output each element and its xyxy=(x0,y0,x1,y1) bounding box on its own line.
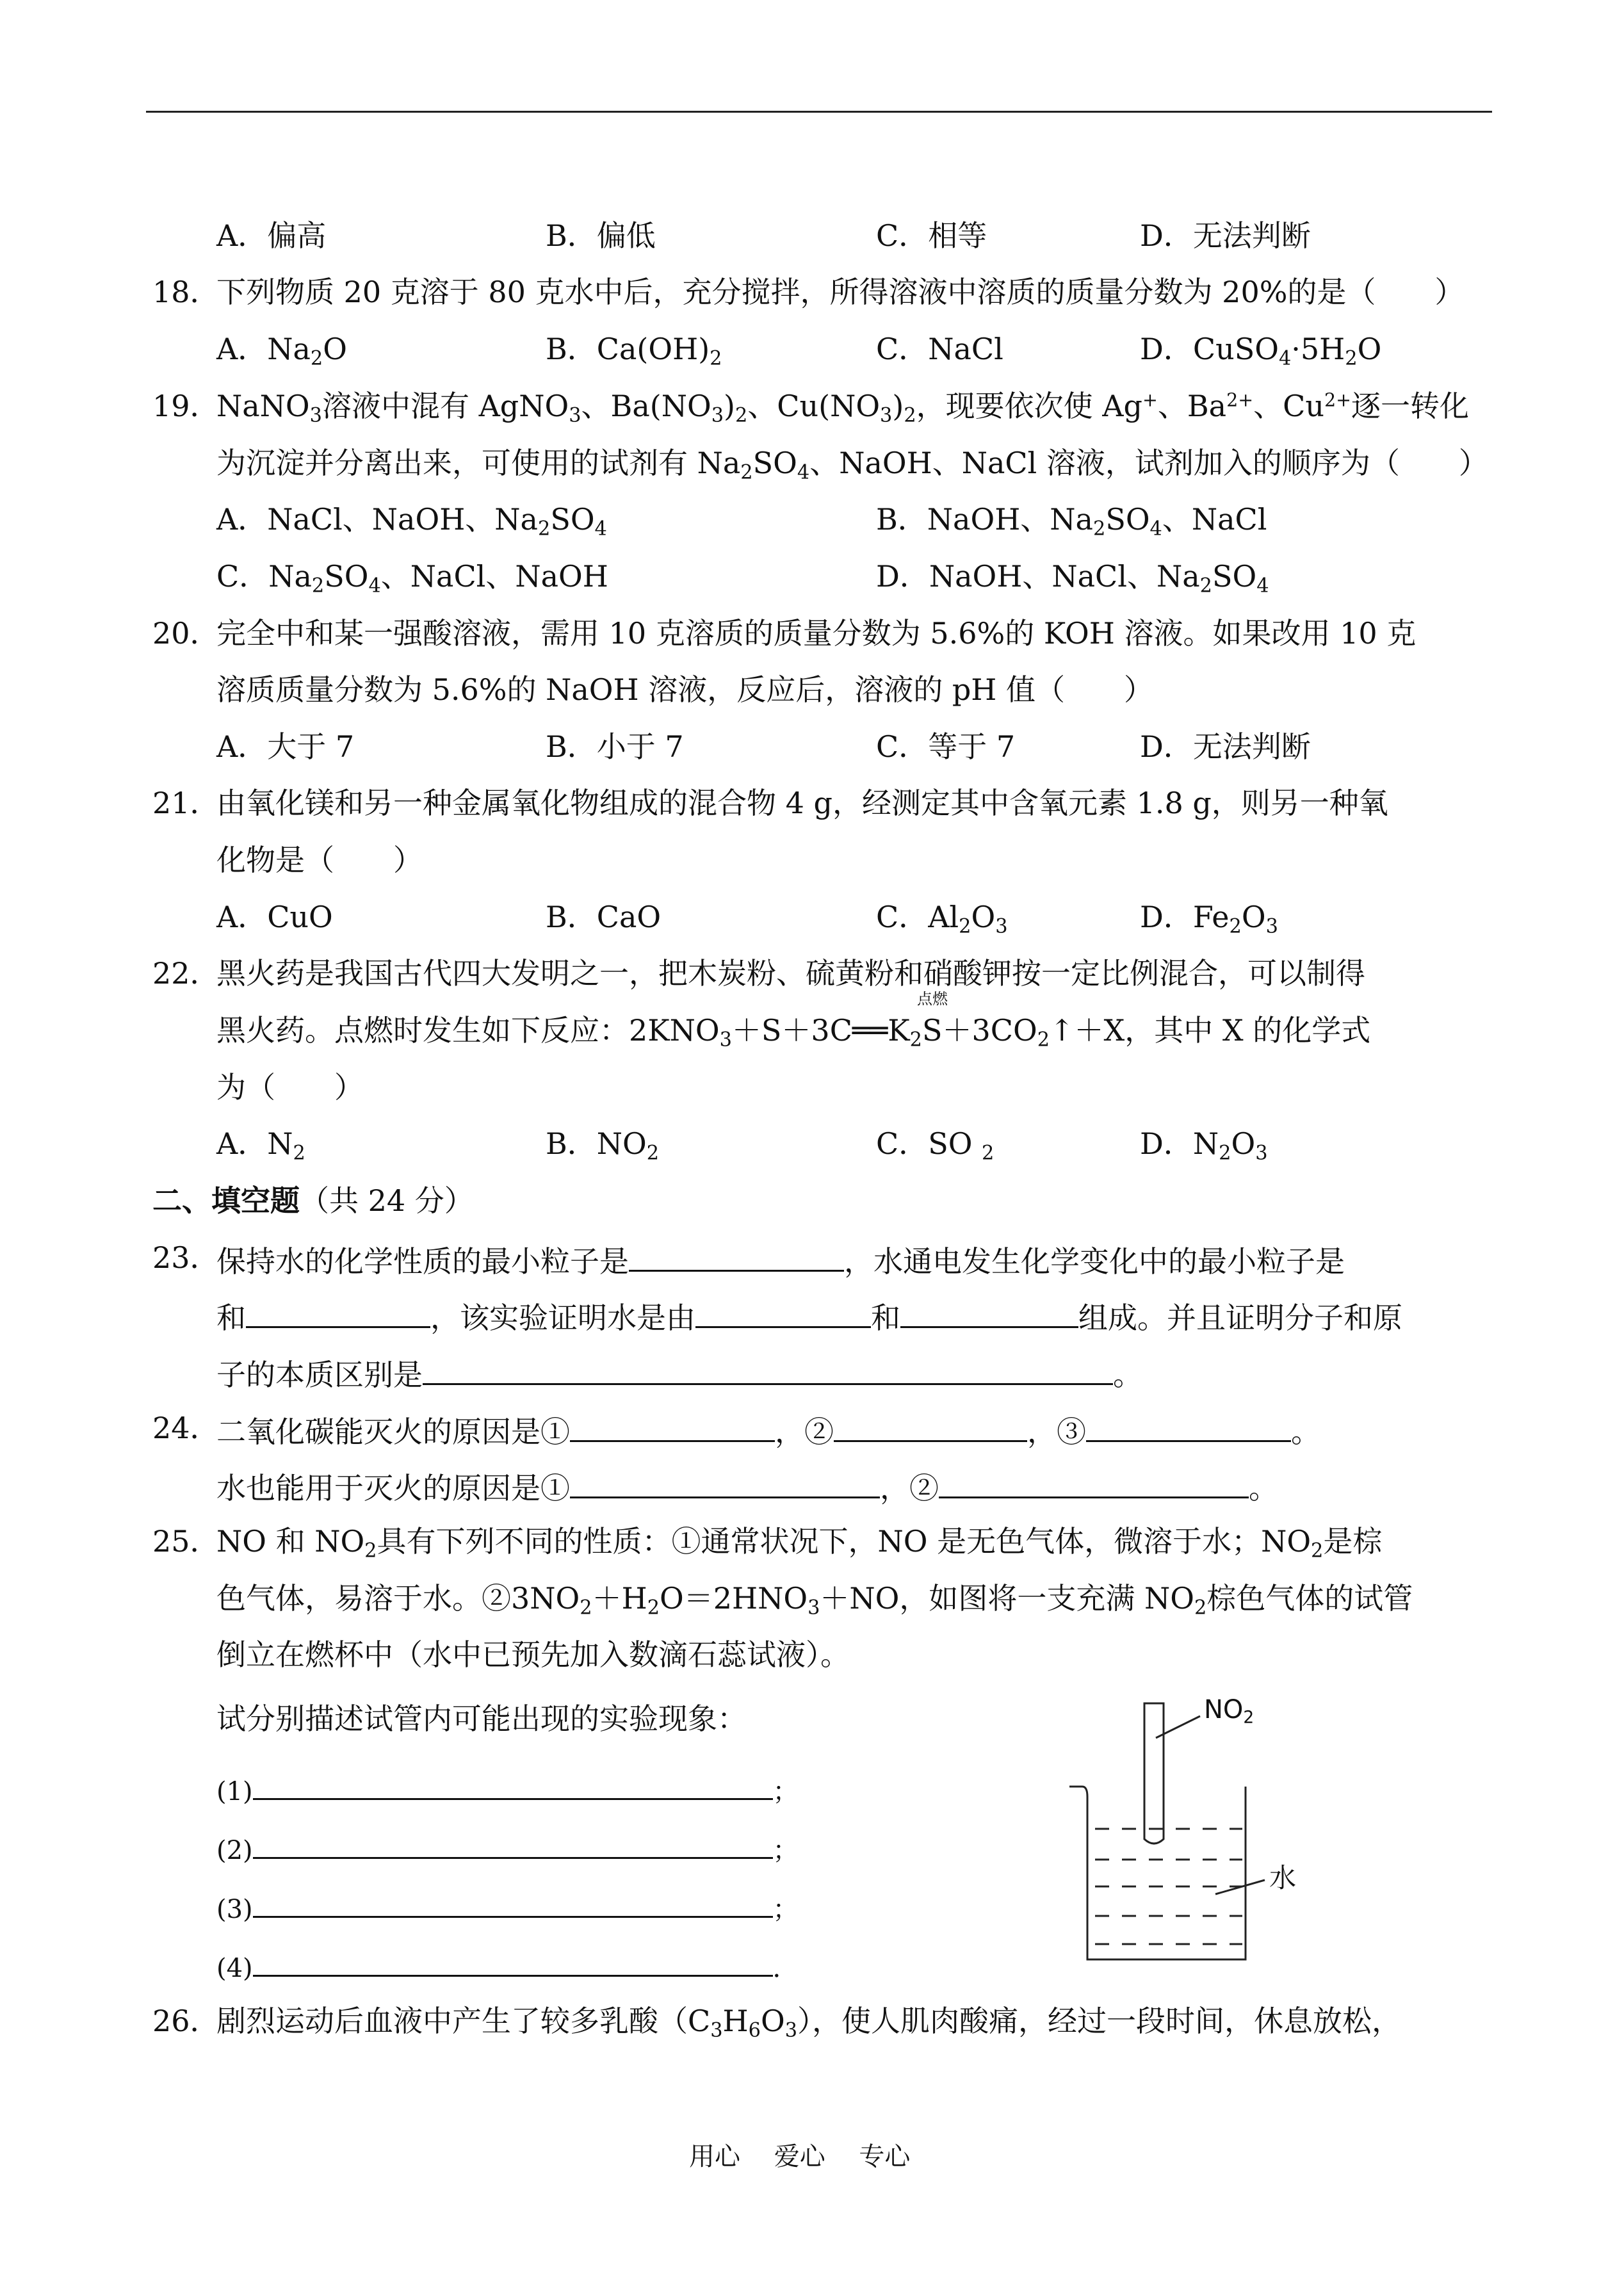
q23-blank-2[interactable] xyxy=(246,1299,430,1328)
water-label: 水 xyxy=(1269,1862,1297,1894)
q17-option-d: D．无法判断 xyxy=(1140,218,1311,253)
q22-equals-sign: ══ xyxy=(852,1013,888,1048)
q25-line-3: 倒立在燃杯中（水中已预先加入数滴石蕊试液）。 xyxy=(216,1637,850,1672)
q18-option-b: B．$Ca(OH)_2$ xyxy=(546,332,722,370)
q20-line-2: 溶质质量分数为 5.6%的 NaOH 溶液，反应后，溶液的 pH 值（ ） xyxy=(216,672,1154,707)
q23-line-1: 保持水的化学性质的最小粒子是 ，水通电发生化学变化中的最小粒子是 xyxy=(216,1244,1345,1279)
q25-answer-1: (1) ； xyxy=(216,1771,799,1804)
q17-option-c: C．相等 xyxy=(876,218,987,253)
q20-line-1: 完全中和某一强酸溶液，需用 10 克溶质的质量分数为 5.6%的 KOH 溶液。如果改用 10 克 xyxy=(216,616,1417,651)
q23-line-2: 和 ，该实验证明水是由 和 组成。并且证明分子和原 xyxy=(216,1301,1402,1335)
q22-option-b: B．$NO_2$ xyxy=(546,1126,660,1165)
q26-number: 26． xyxy=(152,2004,220,2038)
q23-blank-4[interactable] xyxy=(900,1299,1078,1328)
q26-line-1: 剧烈运动后血液中产生了较多乳酸$(C_3H_6O_3)$，使人肌肉酸痛，经过一段时间，休息放松， xyxy=(216,2004,1402,2042)
q25-blank-2[interactable] xyxy=(253,1830,773,1859)
q23-number: 23． xyxy=(152,1240,220,1275)
q21-number: 21． xyxy=(152,786,220,820)
q25-answer-2: (2) ； xyxy=(216,1830,799,1863)
q23-blank-1[interactable] xyxy=(629,1243,844,1272)
q21-line-2: 化物是（ ） xyxy=(216,843,423,877)
q20-option-c: C．等于 7 xyxy=(876,729,1016,764)
q25-line-2: 色气体，易溶于水。$②3NO_2+H_2O=2HNO_3+NO$，如图将一支充满 $NO_2$棕色气体的试管 xyxy=(216,1581,1413,1619)
q25-blank-3[interactable] xyxy=(253,1889,773,1918)
section-2-points: （共 24 分） xyxy=(300,1183,474,1218)
q22-option-a: A．$N_2$ xyxy=(216,1126,305,1165)
q24-blank-4[interactable] xyxy=(570,1470,880,1498)
q25-blank-1[interactable] xyxy=(253,1771,773,1800)
q24-blank-2[interactable] xyxy=(834,1413,1027,1442)
q24-line-2: 水也能用于灭火的原因是① ，② 。 xyxy=(216,1471,1278,1505)
q21-line-1: 由氧化镁和另一种金属氧化物组成的混合物 4 g，经测定其中含氧元素 1.8 g，则另一种氧 xyxy=(216,786,1388,820)
q19-line-1: NaNO$_3$溶液中混有 AgNO$_3$、$Ba(NO_3)_2$、$Cu(NO_3)_2$，现要依次使 Ag+、$Ba^{2+}$、$Cu^{2+}$逐一转化 xyxy=(216,389,1469,427)
beaker-outline xyxy=(1069,1787,1246,1959)
q25-answer-3: (3) ； xyxy=(216,1889,799,1922)
q25-blank-4[interactable] xyxy=(253,1948,773,1977)
q22-line-2: 黑火药。点燃时发生如下反应：$2KNO_3+S+3C══K_2S+3CO_2↑+X$，其中 X 的化学式 xyxy=(216,1013,1371,1051)
q22-reaction-condition: 点燃 xyxy=(917,990,948,1008)
q25-line-4: 试分别描述试管内可能出现的实验现象： xyxy=(216,1701,747,1736)
q21-option-b: B．CaO xyxy=(546,900,662,934)
q17-option-b: B．偏低 xyxy=(546,218,656,253)
q24-blank-5[interactable] xyxy=(939,1470,1249,1498)
q25-answer-4: (4) ． xyxy=(216,1948,799,1981)
q23-line-3: 子的本质区别是 。 xyxy=(216,1358,1142,1392)
q19-option-c: C．$Na_2SO_4$、NaCl、NaOH xyxy=(216,559,608,597)
q18-number: 18． xyxy=(152,275,220,309)
q23-blank-5[interactable] xyxy=(423,1356,1113,1385)
q21-option-d: D．$Fe_2O_3$ xyxy=(1140,900,1278,938)
q19-option-b: B．NaOH、$Na_2SO_4$、NaCl xyxy=(876,502,1267,540)
q24-number: 24． xyxy=(152,1411,220,1445)
section-2-heading xyxy=(152,1183,474,1218)
test-tube xyxy=(1144,1703,1164,1844)
q25-number: 25． xyxy=(152,1524,220,1559)
q22-line-3: 为（ ） xyxy=(216,1070,364,1105)
q18-option-a: A．$Na_2O$ xyxy=(216,332,347,370)
q20-option-d: D．无法判断 xyxy=(1140,729,1311,764)
water-surface-dashes xyxy=(1095,1829,1242,1944)
header-rule xyxy=(146,111,1492,113)
q20-option-a: A．大于 7 xyxy=(216,729,355,764)
q19-option-d: D．NaOH、NaCl、$Na_2SO_4$ xyxy=(876,559,1269,597)
q18-option-d: D．$CuSO_4\cdot 5H_2O$ xyxy=(1140,332,1382,370)
gas-label: $NO_2$ xyxy=(1204,1695,1255,1728)
gas-leader-line xyxy=(1156,1716,1200,1738)
q21-option-a: A．CuO xyxy=(216,900,333,934)
q18-stem: 下列物质 20 克溶于 80 克水中后，充分搅拌，所得溶液中溶质的质量分数为 20%的是（ ） xyxy=(216,275,1465,309)
q20-number: 20． xyxy=(152,616,220,651)
q24-blank-3[interactable] xyxy=(1086,1413,1291,1442)
beaker-figure xyxy=(1057,1691,1326,1990)
q18-option-c: C．NaCl xyxy=(876,332,1003,366)
q20-option-b: B．小于 7 xyxy=(546,729,684,764)
q24-line-1: 二氧化碳能灭火的原因是① ，② ，③ 。 xyxy=(216,1415,1320,1449)
q22-option-c: C．SO $_2$ xyxy=(876,1126,995,1165)
q25-line-1: NO 和 $NO_2$具有下列不同的性质：①通常状况下，NO 是无色气体，微溶于水；$NO_2$是棕 xyxy=(216,1524,1383,1562)
q22-number: 22． xyxy=(152,956,220,991)
q21-option-c: C．$Al_2O_3$ xyxy=(876,900,1008,938)
q17-option-a: A．偏高 xyxy=(216,218,327,253)
q19-number: 19． xyxy=(152,389,220,423)
q19-option-a: A．NaCl、NaOH、$Na_2SO_4$ xyxy=(216,502,607,540)
q19-line-2: 为沉淀并分离出来，可使用的试剂有 $Na_2SO_4$、NaOH、NaCl 溶液，试剂加入的顺序为（ ） xyxy=(216,446,1488,484)
q23-blank-3[interactable] xyxy=(695,1299,871,1328)
page-footer: 用心 爱心 专心 xyxy=(689,2142,911,2171)
beaker-diagram xyxy=(1057,1691,1326,1985)
q22-option-d: D．$N_2O_3$ xyxy=(1140,1126,1268,1165)
section-2-title: 二、填空题 xyxy=(152,1183,300,1218)
q24-blank-1[interactable] xyxy=(570,1413,775,1442)
q22-line-1: 黑火药是我国古代四大发明之一，把木炭粉、硫黄粉和硝酸钾按一定比例混合，可以制得 xyxy=(216,956,1365,991)
